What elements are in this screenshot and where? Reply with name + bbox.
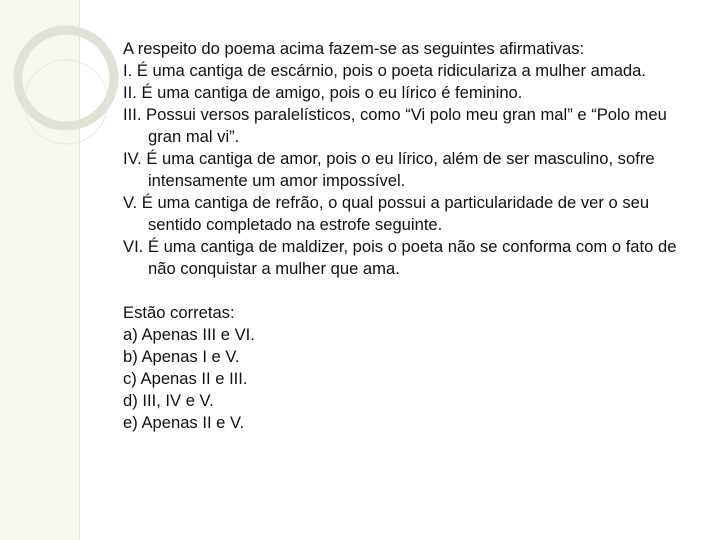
option-e: e) Apenas II e V.	[123, 413, 245, 432]
answer-prompt: Estão corretas:	[123, 303, 235, 322]
statement-i: I. É uma cantiga de escárnio, pois o poeta ridiculariza a mulher amada.	[123, 61, 646, 80]
question-text	[123, 38, 703, 434]
option-a: a) Apenas III e VI.	[123, 325, 255, 344]
statement-iii: III. Possui versos paralelísticos, como “Vi polo meu gran mal” e “Polo meu gran mal vi”.	[123, 105, 667, 146]
decorative-circles	[0, 0, 130, 160]
question-intro: A respeito do poema acima fazem-se as seguintes afirmativas:	[123, 39, 585, 58]
option-c: c) Apenas II e III.	[123, 369, 248, 388]
statement-ii: II. É uma cantiga de amigo, pois o eu lírico é feminino.	[123, 83, 523, 102]
option-d: d) III, IV e V.	[123, 391, 214, 410]
option-b: b) Apenas I e V.	[123, 347, 240, 366]
statement-vi: VI. É uma cantiga de maldizer, pois o poeta não se conforma com o fato de não conquistar a mulher que ama.	[123, 237, 677, 278]
statement-v: V. É uma cantiga de refrão, o qual possui a particularidade de ver o seu sentido completado na estrofe seguinte.	[123, 193, 650, 234]
statement-iv: IV. É uma cantiga de amor, pois o eu lírico, além de ser masculino, sofre intensamente um amor impossível.	[123, 149, 655, 190]
